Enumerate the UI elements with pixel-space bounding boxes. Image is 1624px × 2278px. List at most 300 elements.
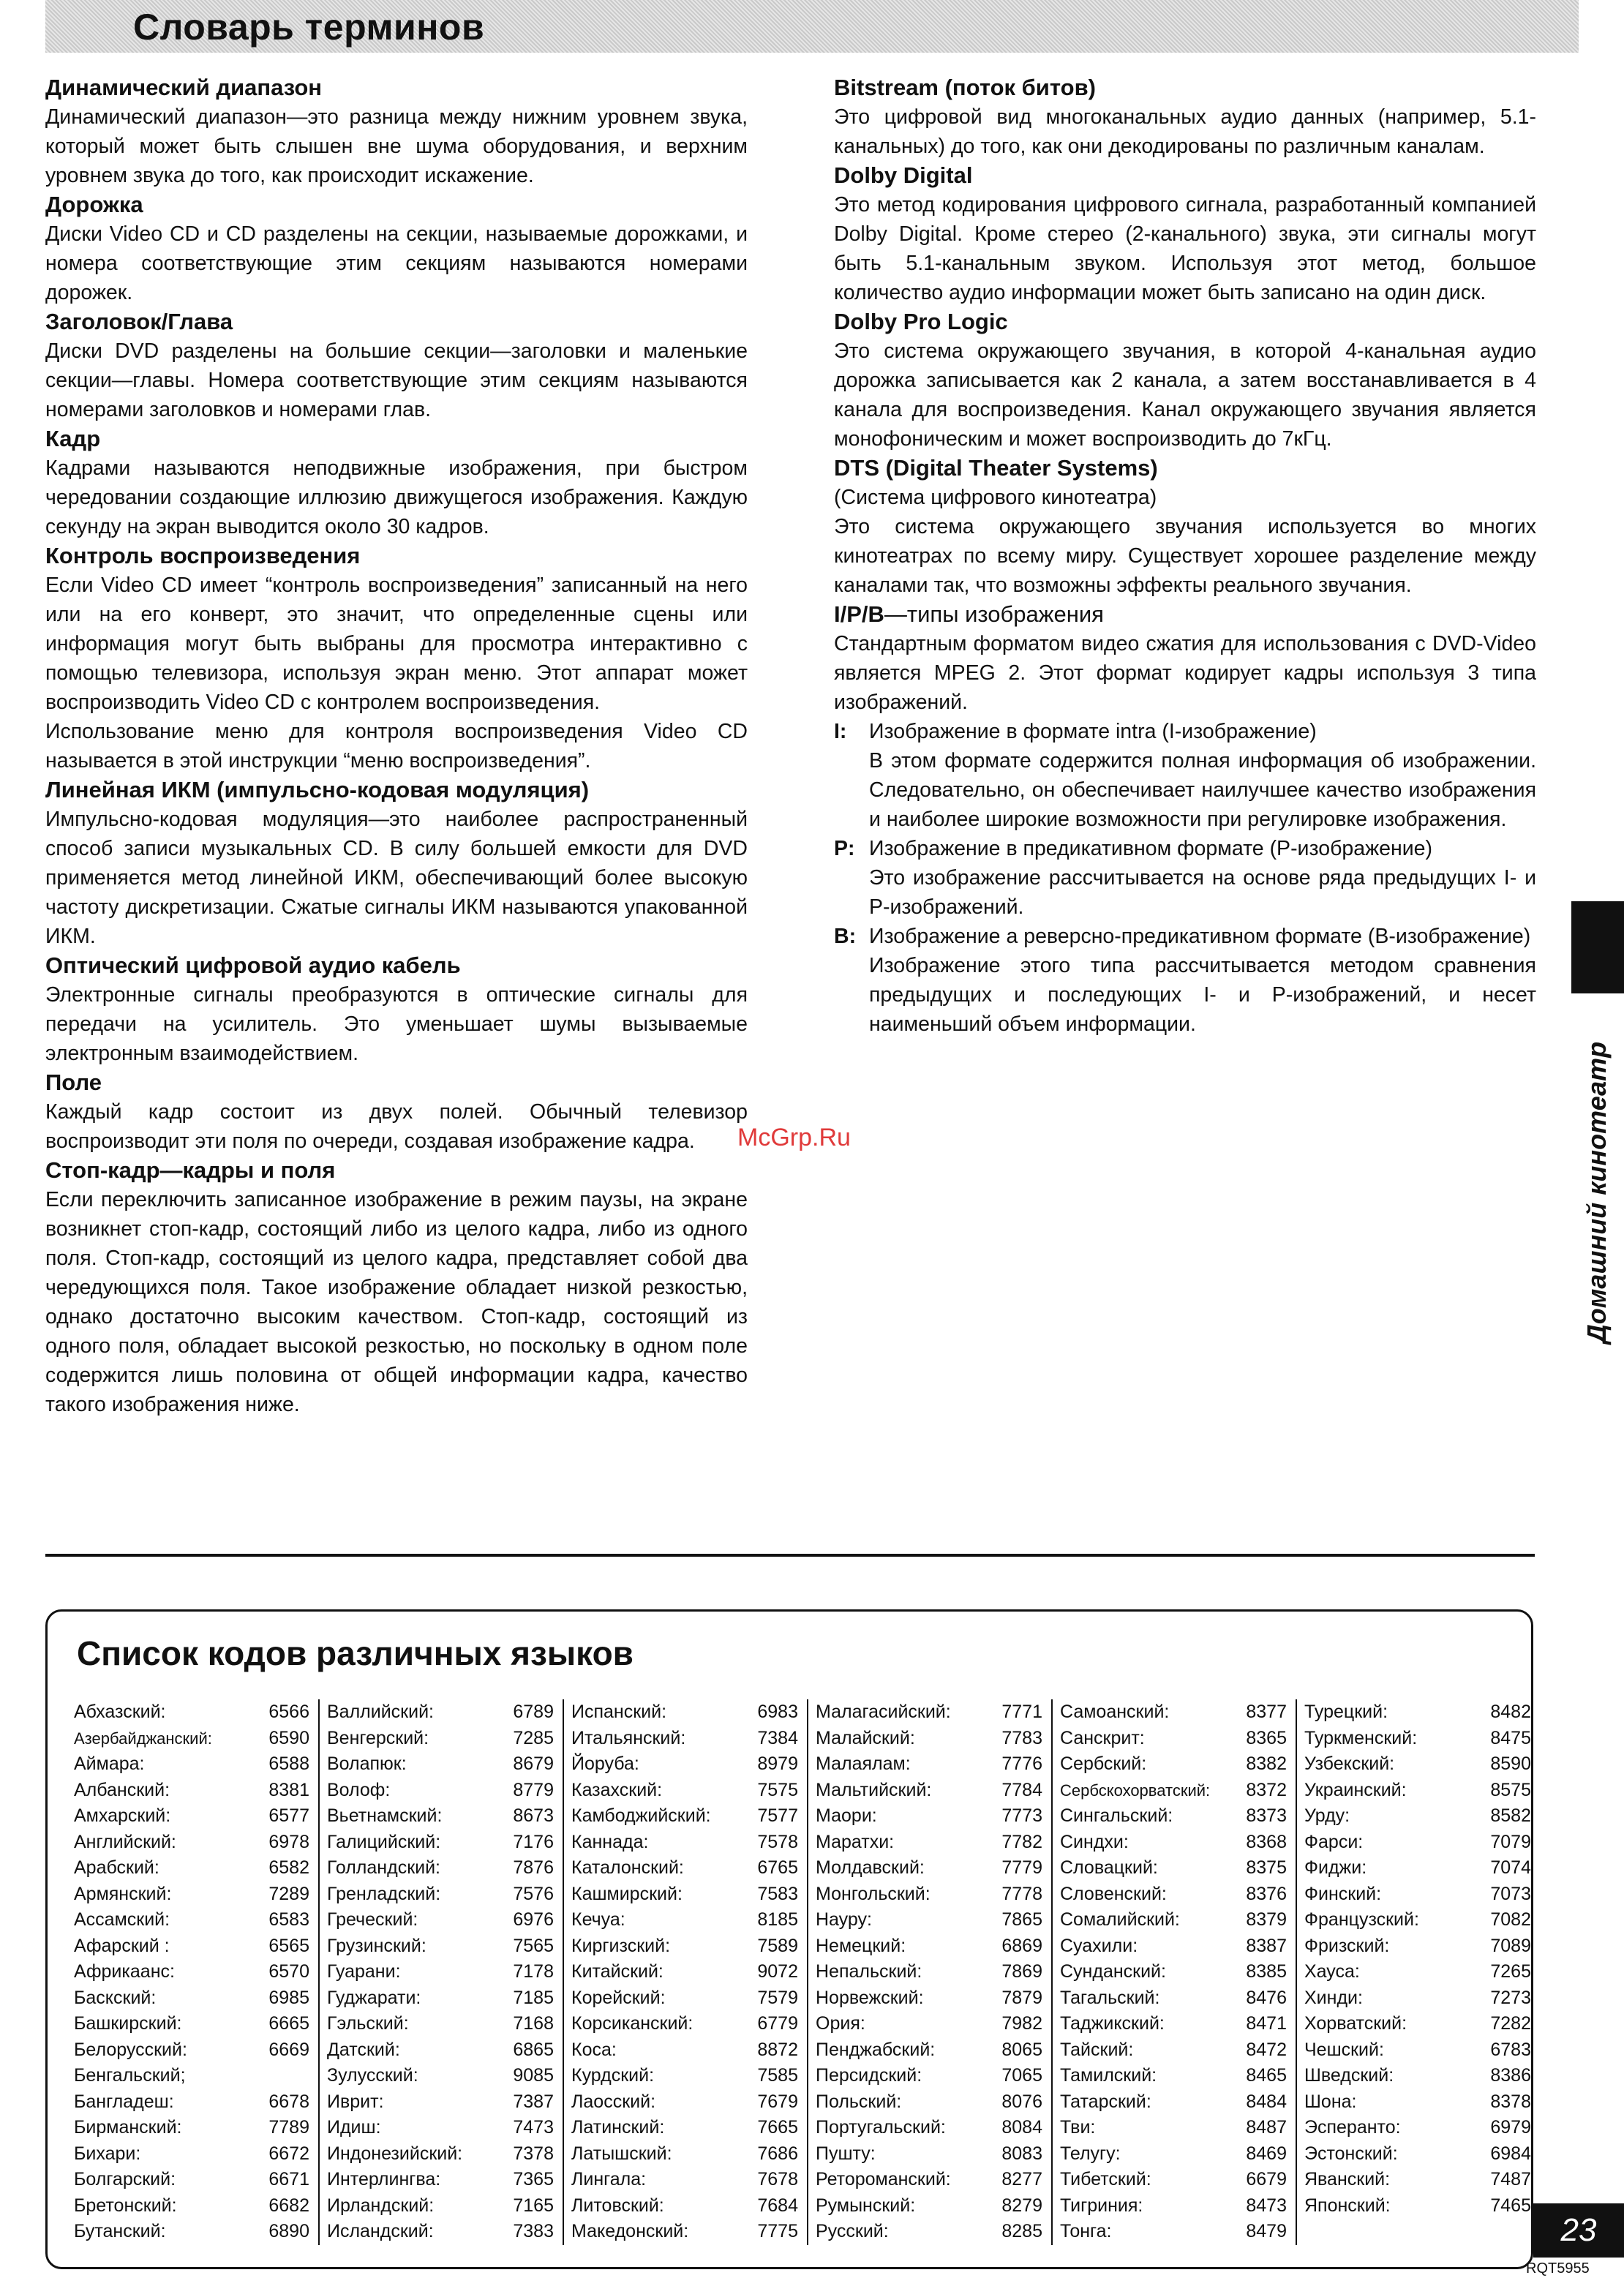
language-name: Индонезийский: bbox=[327, 2143, 463, 2164]
language-name: Сомалийский: bbox=[1060, 1909, 1180, 1930]
language-name: Таджикский: bbox=[1060, 2013, 1165, 2034]
language-code: 6976 bbox=[513, 1909, 554, 1930]
language-code: 8590 bbox=[1490, 1753, 1531, 1774]
language-name: Малаялам: bbox=[816, 1753, 911, 1774]
language-code-row bbox=[571, 1907, 807, 1933]
language-name: Эстонский: bbox=[1304, 2143, 1398, 2164]
language-code-row bbox=[327, 1699, 563, 1726]
language-code-row bbox=[327, 1778, 563, 1804]
language-code-row bbox=[1060, 1933, 1296, 1960]
language-code-row bbox=[1060, 1855, 1296, 1882]
language-name: Бихари: bbox=[74, 2143, 141, 2164]
term-text: Кадрами называются неподвижные изображения, при быстром чередовании создающие иллюзию движущегося изображения. Каждую секунду на экран выводится около 30 кадров. bbox=[45, 456, 748, 538]
language-code-row bbox=[1060, 1726, 1296, 1752]
language-code: 8575 bbox=[1490, 1779, 1531, 1800]
language-name: Пушту: bbox=[816, 2143, 876, 2164]
language-code: 8471 bbox=[1246, 2013, 1287, 2034]
language-name: Тагальский: bbox=[1060, 1987, 1160, 2008]
language-codes-columns bbox=[74, 1699, 1540, 2245]
language-code-row bbox=[74, 1726, 318, 1752]
language-code: 6588 bbox=[268, 1753, 309, 1774]
language-code: 7079 bbox=[1490, 1831, 1531, 1852]
language-code-row bbox=[1304, 2089, 1540, 2116]
language-name: Афарский : bbox=[74, 1935, 170, 1956]
language-code: 7473 bbox=[513, 2117, 554, 2138]
language-name: Туркменский: bbox=[1304, 1727, 1418, 1748]
language-code-row bbox=[74, 1803, 318, 1830]
language-code-row bbox=[74, 2141, 318, 2168]
glossary-left-column bbox=[45, 73, 748, 1419]
glossary-term bbox=[45, 1068, 748, 1156]
language-code-row bbox=[571, 1985, 807, 2012]
language-code-row bbox=[816, 1726, 1051, 1752]
language-code: 8385 bbox=[1246, 1961, 1287, 1982]
language-code: 8679 bbox=[513, 1753, 554, 1774]
language-code: 7282 bbox=[1490, 2013, 1531, 2034]
language-code: 7783 bbox=[1001, 1727, 1042, 1748]
language-code-row bbox=[1304, 1985, 1540, 2012]
language-code: 7387 bbox=[513, 2091, 554, 2112]
language-code: 6682 bbox=[268, 2195, 309, 2216]
language-code-row bbox=[74, 2193, 318, 2219]
language-code-row bbox=[571, 1726, 807, 1752]
language-name: Гренладский: bbox=[327, 1883, 441, 1904]
language-name: Синдхи: bbox=[1060, 1831, 1129, 1852]
language-code-row bbox=[1304, 2063, 1540, 2089]
language-code-row bbox=[816, 1699, 1051, 1726]
language-code-row bbox=[327, 2141, 563, 2168]
language-code-row bbox=[74, 1751, 318, 1778]
language-code: 7579 bbox=[757, 1987, 798, 2008]
language-code-row bbox=[1060, 1985, 1296, 2012]
language-name: Тайский: bbox=[1060, 2039, 1134, 2060]
language-name: Монгольский: bbox=[816, 1883, 931, 1904]
language-name: Датский: bbox=[327, 2039, 400, 2060]
term-text: Динамический диапазон—это разница между нижним уровнем звука, который может быть слышен вне шума оборудования, и верхним уровнем звука до того, как происходит искажение. bbox=[45, 105, 748, 187]
language-code-row bbox=[1060, 2063, 1296, 2089]
language-code-row bbox=[816, 2115, 1051, 2141]
language-code: 7679 bbox=[757, 2091, 798, 2112]
language-code-row bbox=[327, 1855, 563, 1882]
language-code-row bbox=[74, 2011, 318, 2037]
language-name: Интерлингва: bbox=[327, 2169, 441, 2189]
language-code: 7185 bbox=[513, 1987, 554, 2008]
ipb-item bbox=[834, 717, 1536, 834]
language-code-row bbox=[1060, 2167, 1296, 2193]
language-name: Сербскохорватский: bbox=[1060, 1781, 1211, 1800]
language-name: Гуарани: bbox=[327, 1961, 401, 1982]
language-code: 8084 bbox=[1001, 2117, 1042, 2138]
language-code-row bbox=[571, 2011, 807, 2037]
language-code-row bbox=[816, 2089, 1051, 2116]
language-name: Турецкий: bbox=[1304, 1702, 1388, 1722]
language-name: Малагасийский: bbox=[816, 1702, 951, 1722]
language-code-row bbox=[571, 1855, 807, 1882]
language-code: 8076 bbox=[1001, 2091, 1042, 2112]
ipb-label: P: bbox=[834, 837, 855, 860]
language-code-row bbox=[1060, 1803, 1296, 1830]
language-name: Татарский: bbox=[1060, 2091, 1151, 2112]
language-code-row bbox=[1304, 1855, 1540, 1882]
language-code: 8372 bbox=[1246, 1779, 1287, 1800]
language-name: Тигриния: bbox=[1060, 2195, 1143, 2216]
ipb-label: I: bbox=[834, 720, 847, 743]
language-name: Бутанский: bbox=[74, 2221, 166, 2241]
language-code-row bbox=[571, 1803, 807, 1830]
term-text: Диски Video CD и CD разделены на секции, называемые дорожками, и номера соответствующие этим секциям называются номерами дорожек. bbox=[45, 222, 748, 304]
language-code: 7773 bbox=[1001, 1805, 1042, 1826]
term-text: Если Video CD имеет “контроль воспроизведения” записанный на него или на его конверт, это значит, что определенные сцены или информация могут быть выбраны для просмотра интерактивно с помощью телевизора, используя экран меню. Этот аппарат может воспроизводить Video CD с контролем воспроизведения. bbox=[45, 574, 748, 714]
language-code: 7289 bbox=[268, 1883, 309, 1904]
language-code: 8377 bbox=[1246, 1702, 1287, 1722]
language-name: Грузинский: bbox=[327, 1935, 426, 1956]
title-bar bbox=[45, 0, 1579, 53]
ipb-item bbox=[834, 922, 1536, 1039]
language-name: Башкирский: bbox=[74, 2013, 182, 2034]
language-name: Хорватский: bbox=[1304, 2013, 1407, 2034]
language-code-row bbox=[816, 1959, 1051, 1985]
language-code: 7771 bbox=[1001, 1702, 1042, 1722]
language-code-row bbox=[816, 1751, 1051, 1778]
language-code: 7074 bbox=[1490, 1857, 1531, 1878]
language-code-row bbox=[571, 1959, 807, 1985]
language-name: Сунданский: bbox=[1060, 1961, 1166, 1982]
language-code: 7982 bbox=[1001, 2013, 1042, 2034]
language-code-row bbox=[327, 2193, 563, 2219]
language-name: Бангладеш: bbox=[74, 2091, 174, 2112]
glossary-term bbox=[834, 454, 1536, 600]
term-heading: Bitstream (поток битов) bbox=[834, 75, 1096, 100]
language-code-row bbox=[74, 1985, 318, 2012]
language-name: Валлийский: bbox=[327, 1702, 434, 1722]
language-code: 9072 bbox=[757, 1961, 798, 1982]
language-code: 8381 bbox=[268, 1779, 309, 1800]
language-code-row bbox=[1060, 2219, 1296, 2245]
language-code: 6789 bbox=[513, 1702, 554, 1722]
language-code: 7686 bbox=[757, 2143, 798, 2164]
language-code-row bbox=[571, 1751, 807, 1778]
language-code-row bbox=[1060, 2115, 1296, 2141]
language-name: Амхарский: bbox=[74, 1805, 171, 1826]
term-heading: Динамический диапазон bbox=[45, 75, 323, 100]
language-code: 8473 bbox=[1246, 2195, 1287, 2216]
language-code: 7879 bbox=[1001, 1987, 1042, 2008]
language-name: Латышский: bbox=[571, 2143, 672, 2164]
language-code: 6779 bbox=[757, 2013, 798, 2034]
language-code-row bbox=[74, 1699, 318, 1726]
term-heading bbox=[834, 600, 1536, 629]
language-code-row bbox=[327, 2037, 563, 2064]
language-name: Португальский: bbox=[816, 2117, 946, 2138]
language-code: 6590 bbox=[268, 1727, 309, 1748]
language-code-row bbox=[816, 2219, 1051, 2245]
language-name: Норвежский: bbox=[816, 1987, 924, 2008]
divider bbox=[45, 1554, 1535, 1557]
language-name: Эсперанто: bbox=[1304, 2117, 1401, 2138]
language-name: Немецкий: bbox=[816, 1935, 906, 1956]
ipb-item bbox=[834, 834, 1536, 922]
language-code: 7176 bbox=[513, 1831, 554, 1852]
ipb-title: Изображение а реверсно-предикативном формате (B-изображение) bbox=[869, 925, 1531, 948]
term-text: Стандартным форматом видео сжатия для использования с DVD-Video является MPEG 2. Этот формат кодирует кадры используя 3 типа изображений. bbox=[834, 632, 1536, 714]
language-name: Каннада: bbox=[571, 1831, 649, 1852]
language-code-row bbox=[74, 1830, 318, 1856]
language-code-row bbox=[1304, 2037, 1540, 2064]
language-code: 7589 bbox=[757, 1935, 798, 1956]
language-name: Самоанский: bbox=[1060, 1702, 1170, 1722]
language-code-row bbox=[1304, 2141, 1540, 2168]
language-name: Русский: bbox=[816, 2221, 889, 2241]
language-code-row bbox=[74, 1778, 318, 1804]
language-code-row bbox=[74, 1933, 318, 1960]
language-code-row bbox=[816, 1778, 1051, 1804]
glossary-term-ipb bbox=[834, 600, 1536, 1039]
language-code: 7869 bbox=[1001, 1961, 1042, 1982]
language-code-row bbox=[74, 2089, 318, 2116]
language-code-row bbox=[816, 2193, 1051, 2219]
language-code: 8476 bbox=[1246, 1987, 1287, 2008]
language-column bbox=[563, 1699, 807, 2245]
term-text: Импульсно-кодовая модуляция—это наиболее распространенный способ записи музыкальных CD. В силу большей емкости для DVD применяется метод линейной ИКМ, обеспечивающий более высокую частоту дискретизации. Сжатые сигналы ИКМ называются упакованной ИКМ. bbox=[45, 808, 748, 948]
language-code: 7583 bbox=[757, 1883, 798, 1904]
language-code-row bbox=[74, 2115, 318, 2141]
language-code-row bbox=[1304, 2193, 1540, 2219]
language-code: 8382 bbox=[1246, 1753, 1287, 1774]
language-name: Мальтийский: bbox=[816, 1779, 932, 1800]
language-name: Испанский: bbox=[571, 1702, 667, 1722]
language-code: 6671 bbox=[268, 2169, 309, 2189]
language-code-row bbox=[816, 1803, 1051, 1830]
glossary-right-column bbox=[834, 73, 1536, 1039]
language-name: Чешский: bbox=[1304, 2039, 1384, 2060]
ipb-title: Изображение в предикативном формате (P-изображение) bbox=[869, 837, 1433, 860]
language-code-row bbox=[327, 1726, 563, 1752]
page-title: Словарь терминов bbox=[133, 7, 485, 48]
language-name: Коса: bbox=[571, 2039, 617, 2060]
language-name: Казахский: bbox=[571, 1779, 663, 1800]
language-code: 8373 bbox=[1246, 1805, 1287, 1826]
language-code: 6582 bbox=[268, 1857, 309, 1878]
language-code: 6783 bbox=[1490, 2039, 1531, 2060]
language-name: Урду: bbox=[1304, 1805, 1350, 1826]
language-name: Телугу: bbox=[1060, 2143, 1121, 2164]
language-code: 8872 bbox=[757, 2039, 798, 2060]
language-name: Корейский: bbox=[571, 1987, 666, 2008]
language-code: 8277 bbox=[1001, 2169, 1042, 2189]
language-code-row bbox=[816, 1985, 1051, 2012]
language-code-row bbox=[74, 2037, 318, 2064]
language-code: 6665 bbox=[268, 2013, 309, 2034]
language-name: Арабский: bbox=[74, 1857, 159, 1878]
language-code-row bbox=[571, 2063, 807, 2089]
language-code-row bbox=[816, 2167, 1051, 2193]
language-code: 8378 bbox=[1490, 2091, 1531, 2112]
language-code: 8379 bbox=[1246, 1909, 1287, 1930]
language-code-row bbox=[1060, 1907, 1296, 1933]
language-codes-box bbox=[45, 1609, 1533, 2269]
language-code-row bbox=[327, 1907, 563, 1933]
language-code-row bbox=[1304, 1882, 1540, 1908]
language-name: Африкаанс: bbox=[74, 1961, 175, 1982]
language-code: 7775 bbox=[757, 2221, 798, 2241]
language-column bbox=[1051, 1699, 1296, 2245]
language-name: Бретонский: bbox=[74, 2195, 177, 2216]
glossary-term bbox=[45, 190, 748, 307]
language-name: Маратхи: bbox=[816, 1831, 895, 1852]
language-code-row bbox=[1060, 1751, 1296, 1778]
language-code: 7285 bbox=[513, 1727, 554, 1748]
language-code-row bbox=[1304, 1959, 1540, 1985]
language-name: Пенджабский: bbox=[816, 2039, 936, 2060]
language-code: 7178 bbox=[513, 1961, 554, 1982]
language-code: 8979 bbox=[757, 1753, 798, 1774]
language-code-row bbox=[1304, 1933, 1540, 1960]
language-code: 7779 bbox=[1001, 1857, 1042, 1878]
glossary-term bbox=[45, 541, 748, 775]
language-code: 8673 bbox=[513, 1805, 554, 1826]
language-code: 6669 bbox=[268, 2039, 309, 2060]
language-code-row bbox=[74, 1907, 318, 1933]
language-code: 8487 bbox=[1246, 2117, 1287, 2138]
language-name: Азербайджанский: bbox=[74, 1729, 212, 1748]
language-code-row bbox=[1304, 1803, 1540, 1830]
language-column bbox=[74, 1699, 318, 2245]
language-code: 7876 bbox=[513, 1857, 554, 1878]
language-code-row bbox=[1304, 1751, 1540, 1778]
ipb-text: В этом формате содержится полная информация об изображении. Следовательно, он обеспечивает наилучшее качество изображения и наиболее широкие возможности при регулировке изображения. bbox=[869, 749, 1536, 831]
language-name: Суахили: bbox=[1060, 1935, 1138, 1956]
language-code: 6678 bbox=[268, 2091, 309, 2112]
term-subheading: (Система цифрового кинотеатра) bbox=[834, 486, 1157, 509]
term-text: Использование меню для контроля воспроизведения Video CD называется в этой инструкции “меню воспроизведения”. bbox=[45, 720, 748, 773]
language-code: 8469 bbox=[1246, 2143, 1287, 2164]
language-code: 7565 bbox=[513, 1935, 554, 1956]
language-name: Тви: bbox=[1060, 2117, 1096, 2138]
language-code-row bbox=[1304, 1699, 1540, 1726]
language-code: 8279 bbox=[1001, 2195, 1042, 2216]
language-name: Французский: bbox=[1304, 1909, 1419, 1930]
language-name: Фарси: bbox=[1304, 1831, 1364, 1852]
language-code: 8582 bbox=[1490, 1805, 1531, 1826]
language-code: 7778 bbox=[1001, 1883, 1042, 1904]
language-name: Лаосский: bbox=[571, 2091, 656, 2112]
language-code-row bbox=[327, 1933, 563, 1960]
language-name: Исландский: bbox=[327, 2221, 434, 2241]
language-code: 7378 bbox=[513, 2143, 554, 2164]
term-heading: Линейная ИКМ (импульсно-кодовая модуляция) bbox=[45, 777, 590, 802]
language-code: 6765 bbox=[757, 1857, 798, 1878]
language-column bbox=[318, 1699, 563, 2245]
language-code-row bbox=[571, 1699, 807, 1726]
language-code: 7865 bbox=[1001, 1909, 1042, 1930]
language-name: Венгерский: bbox=[327, 1727, 429, 1748]
language-code-row bbox=[1060, 2141, 1296, 2168]
language-code-row bbox=[1060, 1882, 1296, 1908]
language-code: 8465 bbox=[1246, 2065, 1287, 2086]
language-code: 7487 bbox=[1490, 2169, 1531, 2189]
language-code-row bbox=[327, 2219, 563, 2245]
language-name: Сингальский: bbox=[1060, 1805, 1173, 1826]
language-code-row bbox=[571, 1933, 807, 1960]
language-code-row bbox=[74, 1882, 318, 1908]
language-code-row bbox=[571, 2037, 807, 2064]
language-name: Гуджарати: bbox=[327, 1987, 421, 2008]
language-name: Галицийский: bbox=[327, 1831, 441, 1852]
page-number: 23 bbox=[1533, 2203, 1624, 2258]
language-name: Камбоджийский: bbox=[571, 1805, 711, 1826]
language-name: Сербский: bbox=[1060, 1753, 1147, 1774]
ipb-title: Изображение в формате intra (I-изображение) bbox=[869, 720, 1317, 743]
language-name: Китайский: bbox=[571, 1961, 663, 1982]
language-name: Ретороманский: bbox=[816, 2169, 951, 2189]
language-code: 6565 bbox=[268, 1935, 309, 1956]
language-code-row bbox=[571, 1778, 807, 1804]
section-tab-marker bbox=[1571, 901, 1624, 993]
language-code-row bbox=[571, 2219, 807, 2245]
language-code: 8065 bbox=[1001, 2039, 1042, 2060]
section-side-label bbox=[1557, 1002, 1624, 1383]
language-code: 7089 bbox=[1490, 1935, 1531, 1956]
term-text: Это метод кодирования цифрового сигнала, разработанный компанией Dolby Digital. Кроме стерео (2-канального) звука, эти сигналы могут быть 5.1-канальным звуком. Используя этот метод, большое количество аудио информации может быть записано на один диск. bbox=[834, 193, 1536, 304]
language-code-row bbox=[327, 2063, 563, 2089]
ipb-text: Это изображение рассчитывается на основе ряда предыдущих I- и P-изображений. bbox=[869, 866, 1536, 919]
language-code-row bbox=[74, 2063, 318, 2089]
language-code-row bbox=[1060, 2037, 1296, 2064]
language-name: Армянский: bbox=[74, 1883, 172, 1904]
language-code-row bbox=[74, 2167, 318, 2193]
watermark-text: McGrp.Ru bbox=[737, 1124, 851, 1151]
language-code-row bbox=[327, 2115, 563, 2141]
language-code: 6672 bbox=[268, 2143, 309, 2164]
document-code: RQT5955 bbox=[1526, 2260, 1590, 2277]
language-code-row bbox=[816, 1882, 1051, 1908]
language-code: 6979 bbox=[1490, 2117, 1531, 2138]
language-name: Бирманский: bbox=[74, 2117, 182, 2138]
language-code: 7384 bbox=[757, 1727, 798, 1748]
term-heading: Стоп-кадр—кадры и поля bbox=[45, 1157, 336, 1183]
language-code-row bbox=[571, 2141, 807, 2168]
glossary-term bbox=[45, 424, 748, 541]
language-name: Кашмирский: bbox=[571, 1883, 683, 1904]
language-code-row bbox=[327, 2089, 563, 2116]
language-code: 8484 bbox=[1246, 2091, 1287, 2112]
language-name: Фиджи: bbox=[1304, 1857, 1367, 1878]
language-name: Баскский: bbox=[74, 1987, 157, 2008]
language-code-row bbox=[816, 2063, 1051, 2089]
language-name: Санскрит: bbox=[1060, 1727, 1145, 1748]
language-code: 6570 bbox=[268, 1961, 309, 1982]
language-name: Гэльский: bbox=[327, 2013, 409, 2034]
glossary-term bbox=[45, 73, 748, 190]
language-code: 8365 bbox=[1246, 1727, 1287, 1748]
language-code-row bbox=[816, 1933, 1051, 1960]
language-name: Корсиканский: bbox=[571, 2013, 693, 2034]
language-code: 6978 bbox=[268, 1831, 309, 1852]
language-code-row bbox=[1060, 1830, 1296, 1856]
language-code-row bbox=[1304, 1830, 1540, 1856]
language-code: 7273 bbox=[1490, 1987, 1531, 2008]
term-text: Это система окружающего звучания, в которой 4-канальная аудио дорожка записывается как 2 канала, а затем восстанавливается в 4 канала для воспроизведения. Канал окружающего звучания является монофоническим и может воспроизводить до 7кГц. bbox=[834, 339, 1536, 451]
language-name: Киргизский: bbox=[571, 1935, 671, 1956]
language-code-row bbox=[327, 1830, 563, 1856]
language-code: 6983 bbox=[757, 1702, 798, 1722]
language-name: Лингала: bbox=[571, 2169, 647, 2189]
language-code: 7165 bbox=[513, 2195, 554, 2216]
glossary-term bbox=[45, 1156, 748, 1419]
language-code: 7784 bbox=[1001, 1779, 1042, 1800]
language-name: Японский: bbox=[1304, 2195, 1391, 2216]
language-code-row bbox=[327, 2011, 563, 2037]
